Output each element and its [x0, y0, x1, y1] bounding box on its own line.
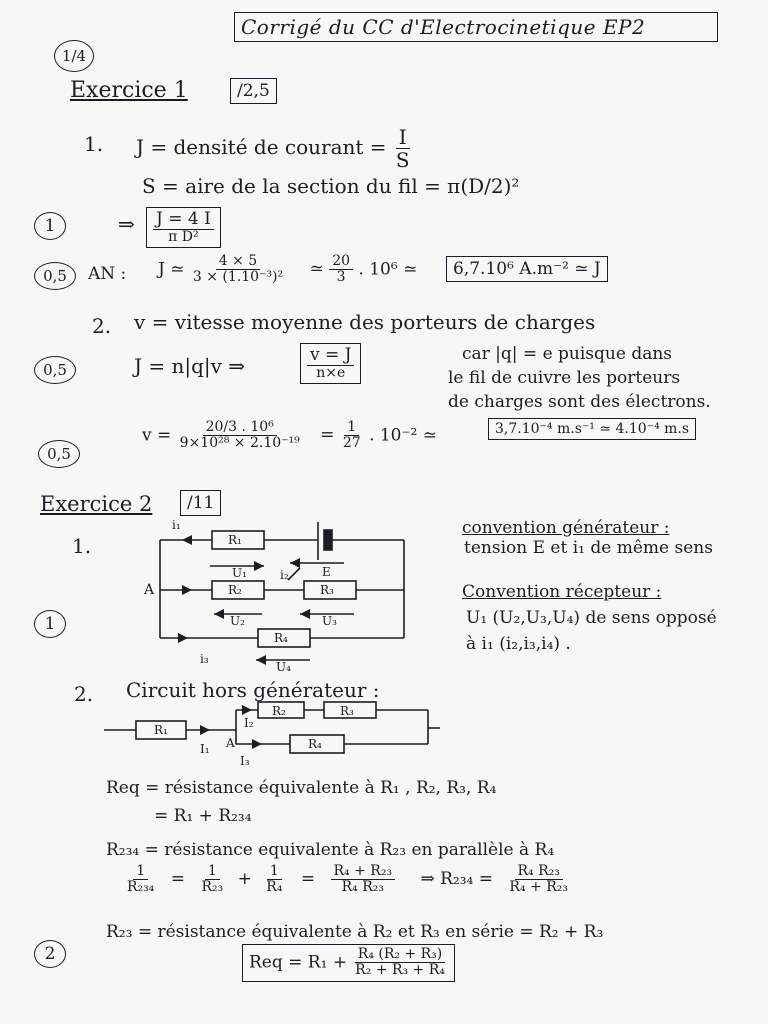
page-title: Corrigé du CC d'Electrocinetique EP2 — [234, 12, 718, 42]
label-r2: R₂ — [228, 583, 242, 597]
exercise2-score: /11 — [180, 490, 221, 516]
mark-3: 0,5 — [34, 356, 76, 384]
c2-label-r1: R₁ — [154, 723, 168, 737]
c2-label-i1: I₁ — [200, 742, 210, 756]
convention-receptor-desc1: U₁ (U₂,U₃,U₄) de sens opposé — [466, 608, 717, 628]
convention-generator: convention générateur : — [462, 518, 670, 538]
ex2-q2-title: Circuit hors générateur : — [126, 678, 380, 702]
mark-5: 1 — [34, 610, 66, 638]
an-result-box: 6,7.10⁶ A.m⁻² ≃ J — [446, 256, 608, 282]
label-u2: U₂ — [230, 614, 245, 628]
exercise1-score: /2,5 — [230, 78, 277, 104]
label-r3: R₃ — [320, 583, 334, 597]
r23-definition: R₂₃ = résistance équivalente à R₂ et R₃ en série = R₂ + R₃ — [106, 922, 604, 942]
c2-label-r2: R₂ — [272, 704, 286, 718]
formula-box-v: $\frac{v = J}{n\times e}$ — [300, 343, 361, 384]
c2-label-i2: I₂ — [244, 716, 254, 730]
label-u3: U₃ — [322, 614, 337, 628]
an-label: AN : — [88, 264, 127, 284]
formula-box-j: $\frac{J = 4 I}{\text{π D²}}$ — [146, 207, 221, 248]
velocity-result-box: 3,7.10⁻⁴ m.s⁻¹ ≃ 4.10⁻⁴ m.s — [488, 418, 696, 440]
label-i2: i₂ — [280, 568, 289, 582]
implies-arrow: ⇒ — [118, 212, 135, 236]
exercise1-title: Exercice 1 — [70, 78, 188, 103]
r234-definition: R₂₃₄ = résistance equivalente à R₂₃ en parallèle à R₄ — [106, 840, 555, 860]
req-definition: Req = résistance équivalente à R₁ , R₂, R₃, R₄ — [106, 778, 497, 798]
ex1-q2-number: 2. — [92, 314, 112, 338]
label-e: E — [322, 565, 331, 579]
convention-receptor: Convention récepteur : — [462, 582, 662, 602]
an-expression: J ≃ $\frac{4 \times 5}{\text{3 × (1.10⁻³)²}}$ ≃ $\frac{20}{3}$ . 10⁶ ≃ — [158, 253, 418, 286]
mark-4: 0,5 — [38, 440, 80, 468]
ex2-q2-number: 2. — [74, 682, 94, 706]
c2-label-r4: R₄ — [308, 737, 322, 751]
convention-receptor-desc2: à i₁ (i₂,i₃,i₄) . — [466, 634, 571, 654]
ex1-q1-text: J = densité de courant = — [136, 135, 387, 159]
label-i3: i₃ — [200, 652, 209, 666]
c2-label-r3: R₃ — [340, 704, 354, 718]
label-r1: R₁ — [228, 533, 242, 547]
label-u1: U₁ — [232, 566, 247, 580]
label-i1: i₁ — [172, 518, 181, 532]
c2-label-a: A — [226, 736, 235, 750]
ex2-q1-number: 1. — [72, 534, 92, 558]
ex1-q2-text: v = vitesse moyenne des porteurs de charges — [134, 310, 596, 334]
parallel-equation: $\frac{1}{\text{R₂₃₄}}$ = $\frac{1}{\text{R₂₃}}$ + $\frac{1}{\text{R₄}}$ = $\frac{\text{R₄ + R₂₃}}{\text{R₄ R₂₃}}$ ⇒ R₂₃₄ = $\frac{\text{R₄ R₂₃}}{\text{R₄ + R₂₃}}$ — [127, 863, 568, 896]
final-result-box: Req = R₁ + $\frac{\text{R₄ (R₂ + R₃)}}{\text{R₂ + R₃ + R₄}}$ — [242, 944, 455, 982]
mark-2: 0,5 — [34, 262, 76, 290]
velocity-calc: v = $\frac{\text{20/3 . 10⁶}}{\text{9×10²⁸ × 2.10⁻¹⁹}}$ = $\frac{1}{27}$ . 10⁻² ≃ — [142, 419, 437, 452]
note-line1: car |q| = e puisque dans — [462, 344, 673, 364]
label-node-a: A — [144, 582, 155, 598]
page-number: 1/4 — [54, 40, 94, 72]
c2-label-i3: I₃ — [240, 754, 250, 768]
mark-1: 1 — [34, 212, 66, 240]
ex1-q2-eq: J = n|q|v ⇒ — [134, 354, 246, 378]
label-u4: U₄ — [276, 660, 291, 674]
note-line3: de charges sont des électrons. — [448, 392, 711, 412]
ex1-q1-number: 1. — [84, 132, 104, 156]
ex1-q1-line2: S = aire de la section du fil = π(D/2)² — [142, 174, 520, 198]
label-r4: R₄ — [274, 631, 288, 645]
fraction-i-over-s: $\frac{I}{S}$ — [395, 125, 410, 172]
req-sum: = R₁ + R₂₃₄ — [154, 806, 252, 826]
exercise2-title: Exercice 2 — [40, 492, 153, 516]
note-line2: le fil de cuivre les porteurs — [448, 368, 681, 388]
mark-6: 2 — [34, 940, 66, 968]
convention-generator-desc: tension E et i₁ de même sens — [464, 538, 713, 558]
